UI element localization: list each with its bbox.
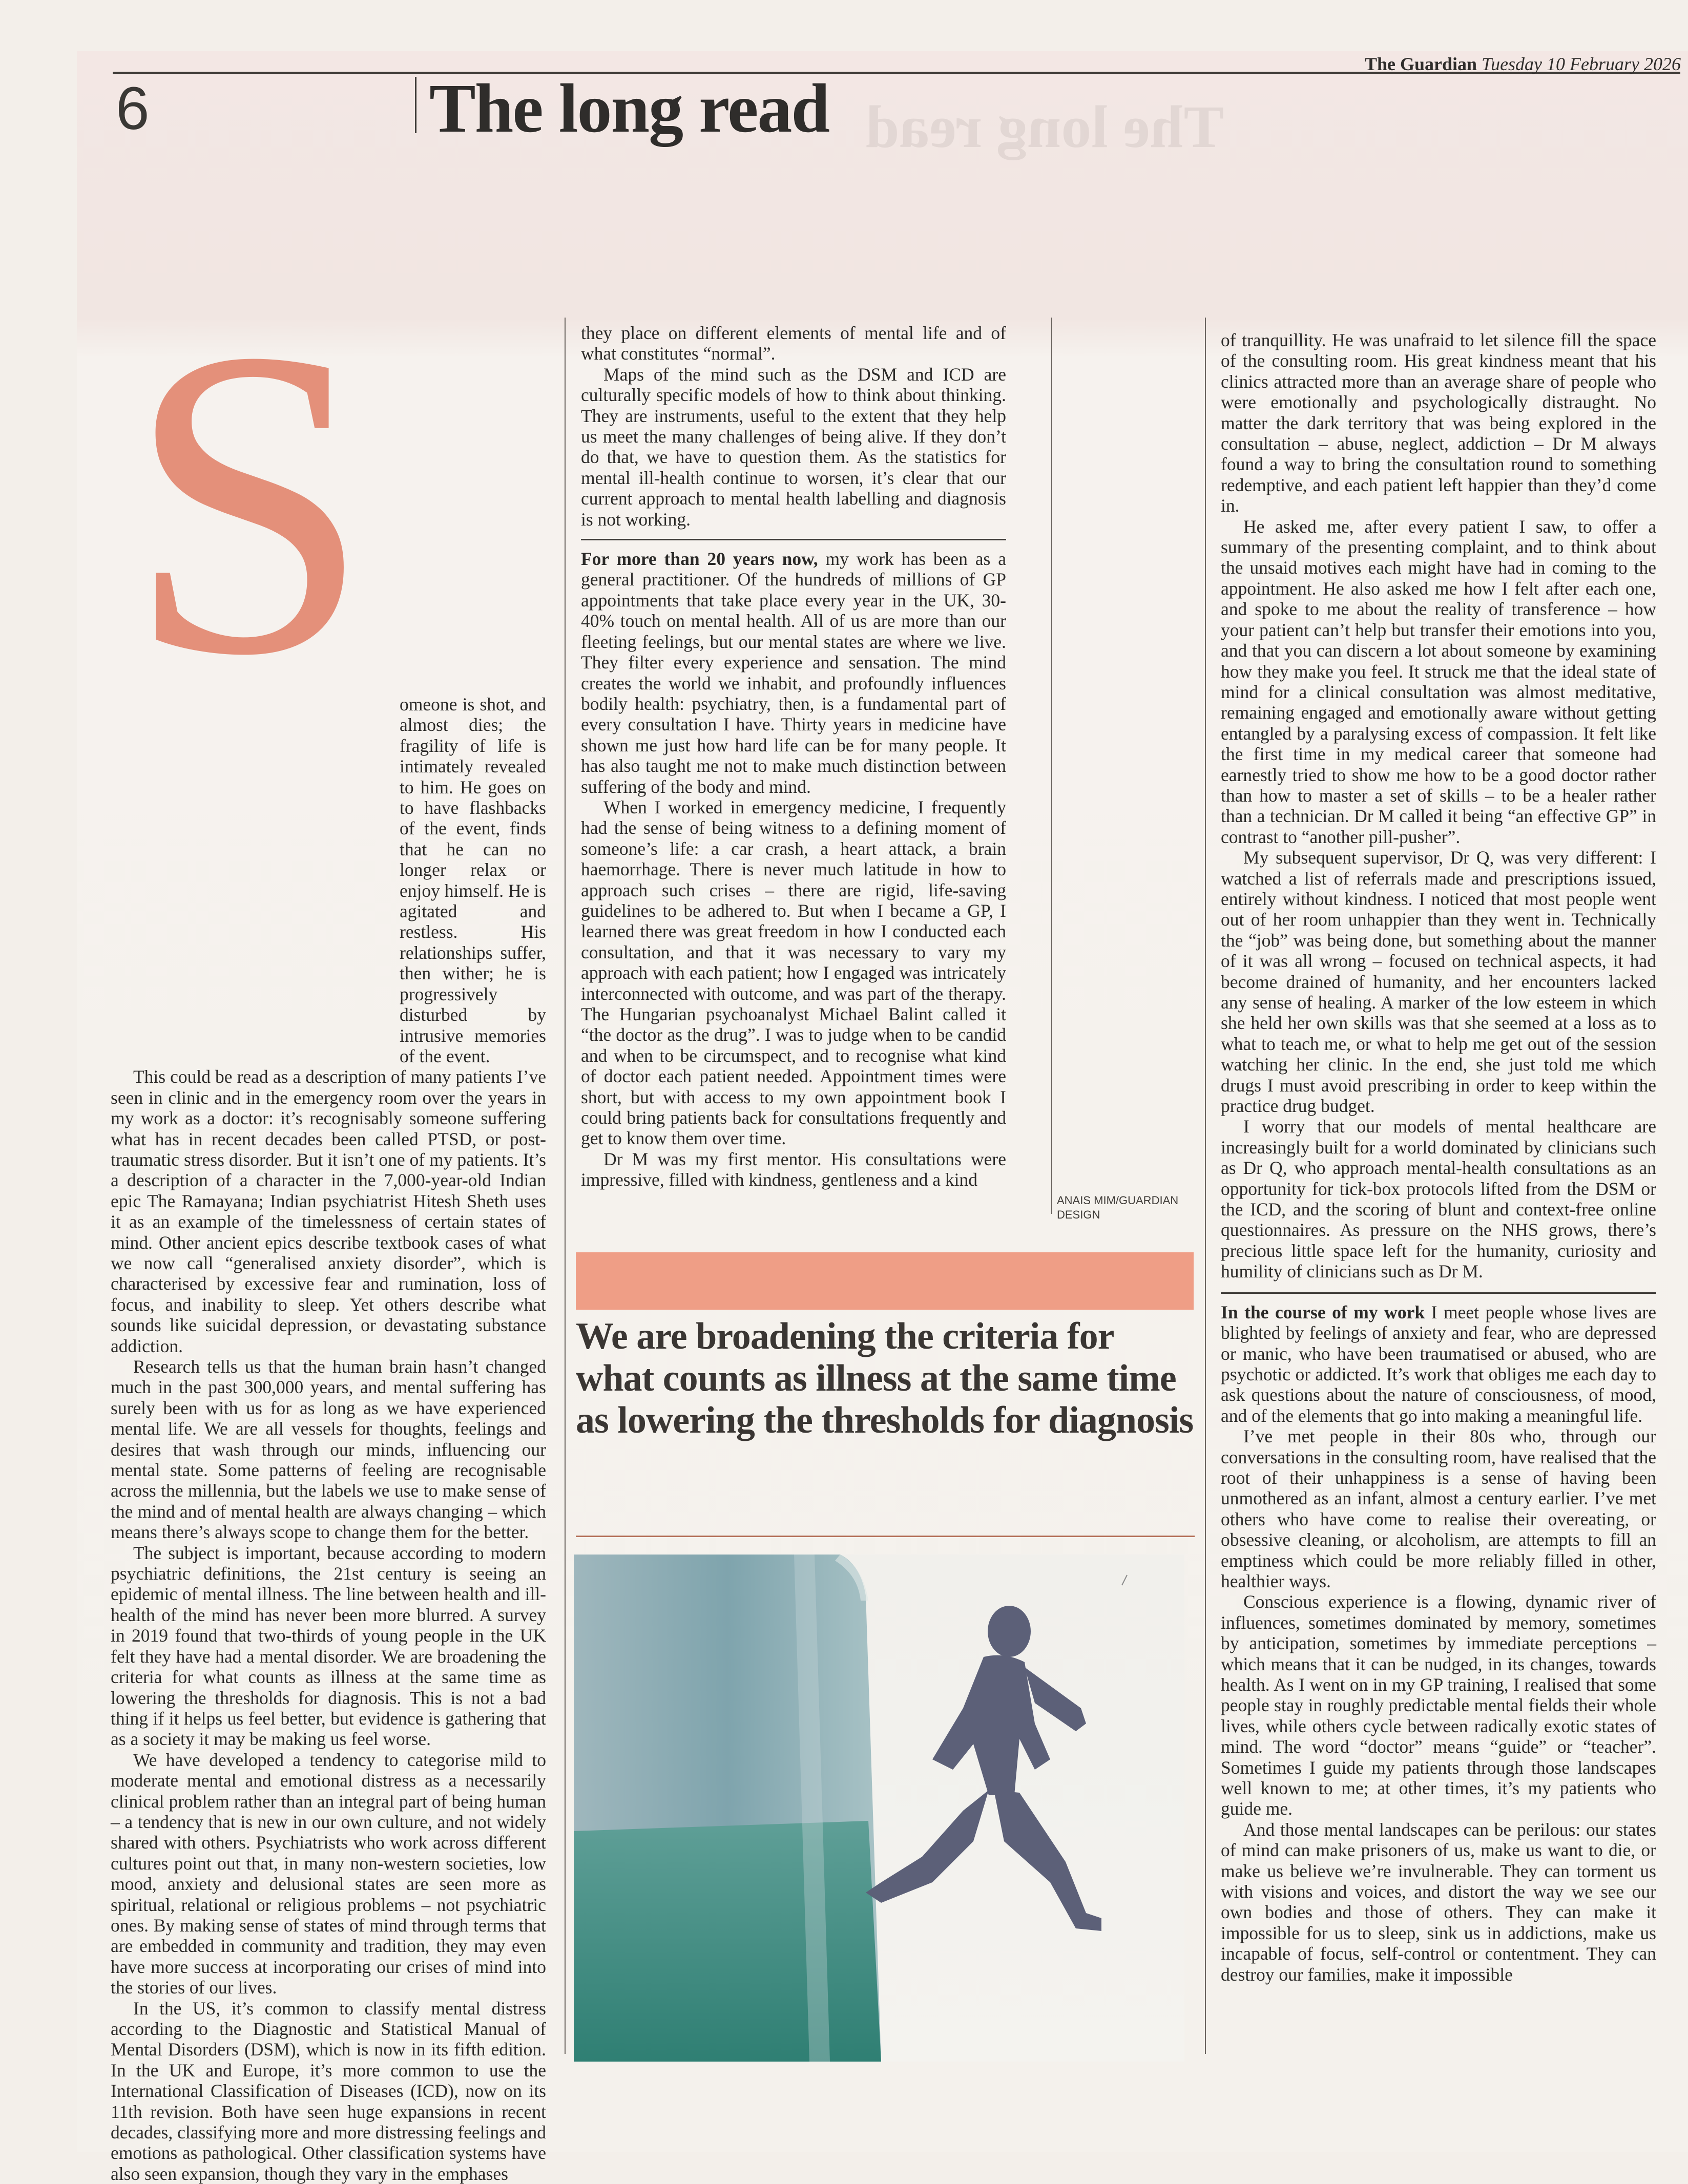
paragraph: This could be read as a description of many patients I’ve seen in clinic and in the emergency room over the years in my work as a doctor: it’s recognisably someone suffering what has in recent decades been called PTSD, or post-traumatic stress disorder. But it isn’t one of my patients. It’s a description of a character in the 7,000-year-old Indian epic The Ramayana; Indian psychiatrist Hitesh Sheth uses it as an example of the timelessness of certain states of mind. Other ancient epics describe textbook cases of what we now call “generalised anxiety disorder”, which is characterised by excessive fear and rumination, loss of focus, and inability to sleep. Yet others describe what sounds like suicidal depression, or devastating substance addiction. (111, 1066, 546, 1356)
paragraph: In the US, it’s common to classify mental distress according to the Diagnostic and Statistical Manual of Mental Disorders (DSM), which is now in its fifth edition. In the UK and Europe, it’s more common to use the International Classification of Diseases (ICD), now on its 11th revision. Both have seen huge expansions in recent decades, classifying more and more distressing feelings and emotions as pathological. Other classification systems have also seen expansion, though they vary in the emphases (111, 1998, 546, 2184)
article-column-1 (111, 694, 546, 2184)
masthead (1365, 53, 1681, 75)
section-break-rule (1221, 1292, 1656, 1294)
paragraph: I worry that our models of mental healthcare are increasingly built for a world dominated by clinicians such as Dr Q, who approach mental-health consultations as an opportunity for tick-box protocols lifted from the DSM or the ICD, and the scoring of blunt and context-free online questionnaires. As pressure on the NHS grows, there’s precious little space left for the humanity, curiosity and humility of clinicians such as Dr M. (1221, 1116, 1656, 1282)
silhouette-running-from-bottle-illustration (574, 1555, 1184, 2062)
paragraph: Research tells us that the human brain hasn’t changed much in the past 300,000 years, and mental suffering has surely been with us for as long as we have experienced mental life. We are all vessels for thoughts, feelings and desires that wash through our minds, influencing our mental state. Some patterns of feeling are recognisable across the millennia, but the labels we use to make sense of the mind and of mental health are always changing – which means there’s always scope to change them for the better. (111, 1356, 546, 1543)
paragraph: And those mental landscapes can be perilous: our states of mind can make prisoners of us, make us want to die, or make us believe we’re invulnerable. They can torment us with visions and voices, and distort the way we see our own bodies and those of others. They can make it impossible for us to sleep, sink us in addictions, make us incapable of focus, self-control or contentment. They can destroy our families, make it impossible (1221, 1819, 1656, 1985)
paragraph: My subsequent supervisor, Dr Q, was very different: I watched a list of referrals made and prescriptions issued, entirely without kindness. I noticed that most people went out of her room unhappier than they went in. Technically the “job” was being done, but something about the manner of it was all wrong – focused on technical aspects, it had become drained of humanity, and her encounters lacked any sense of healing. A marker of the low esteem in which she held her own skills was that she seemed at a loss as to what to teach me, or what to help me get out of the session watching her clinic. In the end, she just told me which drugs I must avoid prescribing in order to keep within the practice drug budget. (1221, 847, 1656, 1117)
dropcap-letter (123, 338, 379, 697)
page-number-divider (415, 77, 416, 133)
paragraph: Dr M was my first mentor. His consultations were impressive, filled with kindness, gentleness and a kind (581, 1148, 1006, 1190)
paragraph: When I worked in emergency medicine, I frequently had the sense of being witness to a defining moment of someone’s life: a car crash, a heart attack, a brain haemorrhage. There is never much latitude in how to approach such crises – there are rigid, life-saving guidelines to be adhered to. But when I became a GP, I learned there was great freedom in how I conducted each consultation, and that it was necessary to vary my approach with each patient; how I engaged was intricately interconnected with outcome, and was part of the therapy. The Hungarian psychoanalyst Michael Balint called it “the doctor as the drug”. I was to judge when to be candid and when to be circumspect, and to recognise what kind of doctor each patient needed. Appointment times were short, but with access to my own appointment book I could bring patients back for consultations frequently and get to know them over time. (581, 796, 1006, 1149)
column-divider-1 (565, 318, 566, 2054)
paragraph: I’ve met people in their 80s who, through our conversations in the consulting room, have realised that the root of their unhappiness is a sense of having been unmothered as an infant, almost a century earlier. I’ve met others who have come to realise their overeating, or obsessive cleaning, or alcoholism, are attempts to fill an emptiness which could be more reliably filled in other, healthier ways. (1221, 1426, 1656, 1591)
paragraph: they place on different elements of mental life and of what constitutes “normal”. (581, 323, 1006, 364)
paragraph: of tranquillity. He was unafraid to let silence fill the space of the consulting room. His great kindness meant that his clinics attracted more than an average share of people who were emotionally and psychologically distraught. No matter the dark territory that was being explored in the consultation – abuse, neglect, addiction – Dr M always found a way to bring the consultation round to something redemptive, and each patient left happier than they’d come in. (1221, 330, 1656, 516)
paragraph: Maps of the mind such as the DSM and ICD are culturally specific models of how to think about thinking. They are instruments, useful to the extent that they help us meet the many challenges of being alive. If they don’t do that, we have to question them. As the statistics for mental ill-health continue to worsen, it’s clear that our current approach to mental health labelling and diagnosis is not working. (581, 364, 1006, 530)
pull-quote-bar (576, 1252, 1194, 1310)
page-number: 6 (116, 75, 150, 142)
paragraph (581, 549, 1006, 797)
pull-quote: We are broadening the criteria for what counts as illness at the same time as lowering the thresholds for diagnosis (576, 1315, 1194, 1441)
column-divider-3 (1205, 318, 1206, 2054)
section-break-rule (581, 539, 1006, 540)
dropcap-glyph: S (126, 338, 371, 697)
paragraph-text: I meet people whose lives are blighted by feelings of anxiety and fear, who are depressed or manic, who have been traumatised or abused, who are psychotic or addicted. It’s work that obliges me each day to ask questions about the nature of consciousness, of mood, and of the elements that go into making a meaningful life. (1221, 1301, 1656, 1426)
column-divider-2 (1051, 318, 1052, 1214)
paragraph: Conscious experience is a flowing, dynamic river of influences, sometimes dominated by memory, sometimes by anticipation, sometimes by immediate perceptions – which means that it can be nudged, in its changes, towards health. As I went on in my GP training, I realised that some people stay in roughly predictable mental fields their whole lives, while others cycle between radically exotic states of mind. The word “doctor” means “guide” or “teacher”. Sometimes I guide my patients through those landscapes well known to me; at other times, it’s my patients who guide me. (1221, 1591, 1656, 1819)
article-column-3 (1221, 330, 1656, 1985)
masthead-date: Tuesday 10 February 2026 (1482, 54, 1681, 74)
pull-quote-rule (576, 1536, 1195, 1537)
lead-in: For more than 20 years now, (581, 549, 818, 570)
lead-in: In the course of my work (1221, 1301, 1425, 1322)
paragraph-text: my work has been as a general practitioner. Of the hundreds of millions of GP appointments that take place every year in the UK, 30-40% touch on mental health. All of us are more than our fleeting feelings, but our mental states are where we live. They filter every experience and sensation. The mind creates the world we inhabit, and profoundly influences bodily health: psychiatry, then, is a fundamental part of every consultation I have. Thirty years in medicine have shown me just how hard life can be for many people. It has also taught me not to make much distinction between suffering of the body and mind. (581, 549, 1006, 797)
paragraph (1221, 1302, 1656, 1426)
show-through-text: The long read (866, 93, 1224, 160)
image-credit: ANAIS MIM/GUARDIAN DESIGN (1057, 1194, 1179, 1221)
section-title: The long read (429, 70, 829, 147)
paragraph: omeone is shot, and almost dies; the fragility of life is intimately revealed to him. He goes on to have flashbacks of the event, finds that he can no longer relax or enjoy himself. He is agitated and restless. His relationships suffer, then wither; he is progressively disturbed by intrusive memories of the event. (400, 694, 546, 1066)
article-column-2 (581, 323, 1006, 1190)
paragraph: He asked me, after every patient I saw, to offer a summary of the presenting complaint, and to think about the unsaid motives each might have had in coming to the appointment. He also asked me how I felt after each one, and spoke to me about the reality of transference – how your patient can’t help but transfer their emotions into you, and that you can discern a lot about someone by examining how they make you feel. It struck me that the ideal state of mind for a clinical consultation was almost meditative, remaining engaged and emotionally aware without getting entangled by a paralysing excess of compassion. It felt like the first time in my medical career that someone had earnestly tried to show me how to be a good doctor rather than how to master a set of skills – to be a healer rather than a technician. Dr M called it being “an effective GP” in contrast to “another pill-pusher”. (1221, 516, 1656, 847)
paragraph: We have developed a tendency to categorise mild to moderate mental and emotional distress as a necessarily clinical problem rather than an integral part of being human – a tendency that is new in our own culture, and not widely shared with others. Psychiatrists who work across different cultures point out that, in many non-western societies, low mood, anxiety and delusional states are seen more as spiritual, relational or religious problems – not psychiatric ones. By making sense of states of mind through terms that are embedded in community and tradition, they may even have more success at incorporating our crises of mind into the stories of our lives. (111, 1749, 546, 1998)
bottle-liquid (574, 1821, 881, 2062)
paragraph: The subject is important, because according to modern psychiatric definitions, the 21st century is seeing an epidemic of mental illness. The line between health and ill-health of the mind has never been more blurred. A survey in 2019 found that two-thirds of young people in the UK felt they have had a mental disorder. We are broadening the criteria for what counts as illness at the same time as lowering the thresholds for diagnosis. This is not a bad thing if it helps us feel better, but evidence is gathering that as a society it may be making us feel worse. (111, 1542, 546, 1750)
masthead-paper: The Guardian (1364, 54, 1477, 74)
